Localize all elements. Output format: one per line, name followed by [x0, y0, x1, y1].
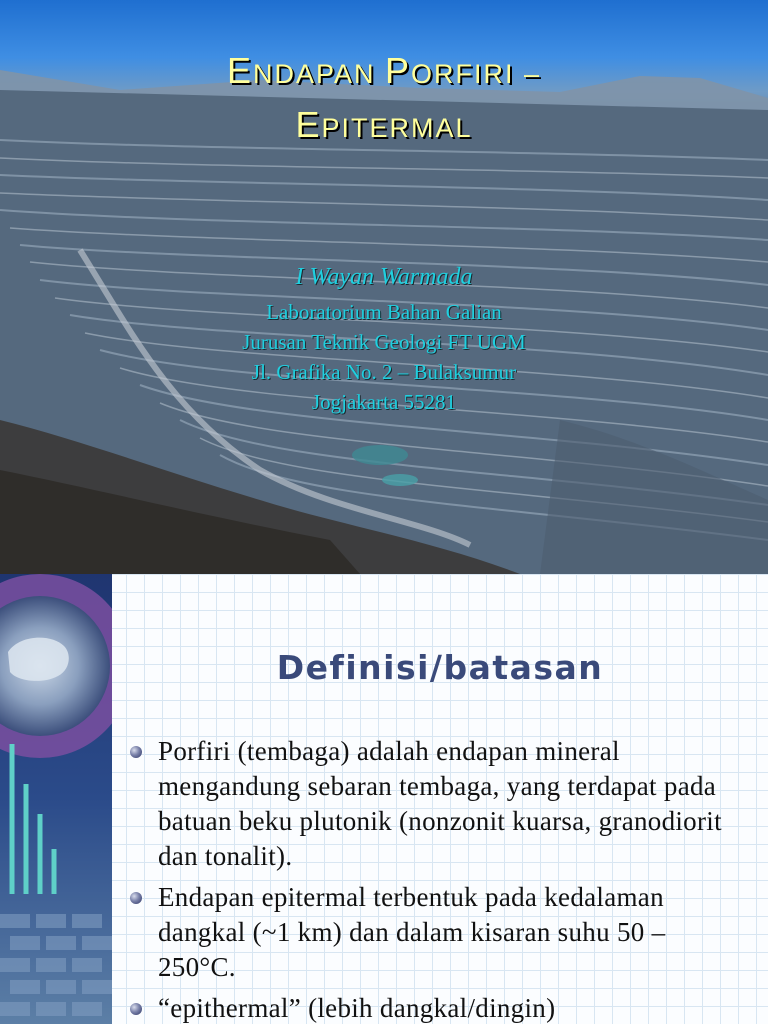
affiliation-line: Jogjakarta 55281 — [311, 390, 457, 414]
affiliation-line: Laboratorium Bahan Galian — [266, 300, 502, 324]
affiliation-line: Jl. Grafika No. 2 – Bulaksumur — [251, 360, 517, 384]
slide-heading: Definisi/batasan — [276, 648, 604, 687]
bullet-icon — [130, 746, 142, 758]
bullet-text: “epithermal” (lebih dangkal/dingin) — [158, 993, 556, 1023]
content-slide — [0, 574, 768, 1024]
bullet-item — [128, 880, 748, 985]
bullet-list — [128, 734, 748, 1024]
bullet-item — [128, 991, 748, 1024]
bullet-item — [128, 734, 748, 874]
bullet-text: Endapan epitermal terbentuk pada kedalaman dangkal (~1 km) dan dalam kisaran suhu 50 – 250°C. — [158, 882, 666, 982]
bullet-icon — [130, 1003, 142, 1015]
decorative-sidebar — [0, 574, 112, 1024]
author-name: I Wayan Warmada — [295, 264, 473, 290]
affiliation-line: Jurusan Teknik Geologi FT UGM — [242, 330, 526, 354]
bullet-icon — [130, 892, 142, 904]
bullet-text: Porfiri (tembaga) adalah endapan mineral mengandung sebaran tembaga, yang terdapat pada batuan beku plutonik (nonzonit kuarsa, granodiorit dan tonalit). — [158, 736, 722, 871]
slide-title-line2: EPITERMAL — [295, 104, 473, 145]
slide-title-line1: ENDAPAN PORFIRI – — [226, 50, 542, 91]
